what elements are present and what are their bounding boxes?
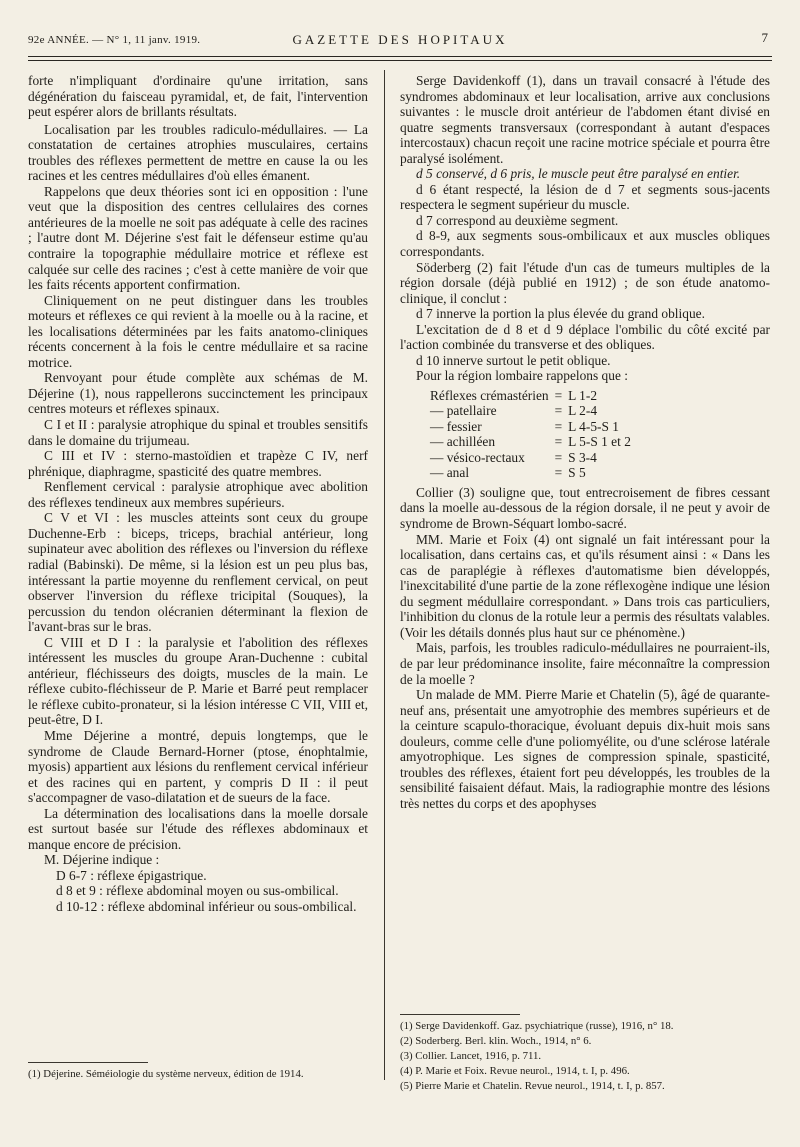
paragraph: Renflement cervical : paralysie atrophique avec abolition des réflexes tendineux aux membres supérieurs. xyxy=(28,479,368,510)
header-rule-bottom xyxy=(28,60,772,61)
paragraph: Collier (3) souligne que, tout entrecroisement de fibres cessant dans la moelle au-dessous de la région dorsale, il ne peut y avoir de syndrome de Brown-Séquart lombo-sacré. xyxy=(400,484,770,532)
table-row xyxy=(430,419,637,435)
list-item: d 10-12 : réflexe abdominal inférieur ou sous-ombilical. xyxy=(56,898,357,914)
page-number: 7 xyxy=(761,30,768,45)
equals-sign: = xyxy=(554,449,563,465)
reflex-name: Réflexes crémastérien xyxy=(430,387,549,403)
paragraph: C I et II : paralysie atrophique du spinal et troubles sensitifs dans le domaine du trijumeau. xyxy=(28,417,368,448)
column-separator xyxy=(384,70,385,1080)
paragraph: Söderberg (2) fait l'étude d'un cas de tumeurs multiples de la région dorsale (déjà publié en 1912) ; de son étude anatomo-clinique, il conclut : xyxy=(400,259,770,306)
paragraph: L'excitation de d 8 et d 9 déplace l'ombilic du côté excité par l'action combinée du transverse et des obliques. xyxy=(400,321,770,353)
lumbar-reflex-table xyxy=(430,388,637,481)
reflex-name: — achilléen xyxy=(430,434,496,450)
reflex-name: — fessier xyxy=(430,418,482,434)
paragraph: M. Déjerine indique : xyxy=(44,852,160,868)
running-header xyxy=(28,30,772,52)
header-rule-top xyxy=(28,56,772,57)
list-item: D 6-7 : réflexe épigastrique. xyxy=(56,867,207,883)
reflex-level: L 5-S 1 et 2 xyxy=(568,434,631,450)
table-row xyxy=(430,403,637,419)
reflex-level: S 3-4 xyxy=(568,449,597,465)
paragraph: d 7 innerve la portion la plus élevée du grand oblique. xyxy=(416,306,705,322)
issue-line: 92e ANNÉE. — N° 1, 11 janv. 1919. xyxy=(28,34,201,46)
paragraph: Un malade de MM. Pierre Marie et Chatelin (5), âgé de quarante-neuf ans, présentait une amyotrophie des membres supérieurs et de la ceinture scapulo-thoracique, évoluant depuis dix-huit mois sans douleurs, comme celle d'une poliomyélite, ou d'une sclérose latérale amyotrophique. Les signes de compression spinale, spasticité, troubles des réflexes, étaient fort peu développés, les troubles de la sensibilité faisaient défaut. Mais, la radiographie montre des lésions très nettes du corps et des apophyses xyxy=(400,687,770,811)
reflex-name: — vésico-rectaux xyxy=(430,449,525,465)
reflex-level: L 4-5-S 1 xyxy=(568,418,619,434)
table-row xyxy=(430,450,637,466)
footnote: (3) Collier. Lancet, 1916, p. 711. xyxy=(400,1050,542,1062)
footnotes-right xyxy=(400,1019,770,1094)
left-column xyxy=(28,73,368,915)
paragraph: C V et VI : les muscles atteints sont ceux du groupe Duchenne-Erb : biceps, triceps, brachial antérieur, long supinateur avec abolition des réflexes ou l'inversion du réflexe radial (Babinski). De même, si la lésion est un peu plus bas, intéressant la partie moyenne du renflement cervical, on peut observer l'inversion du réflexe tricipital (Souques), la percussion du tendon olécranien déterminant la flexion de l'avant-bras sur le bras. xyxy=(28,510,368,635)
table-row xyxy=(430,465,637,481)
footnote: (1) Serge Davidenkoff. Gaz. psychiatrique (russe), 1916, n° 18. xyxy=(400,1020,674,1032)
paragraph: Serge Davidenkoff (1), dans un travail consacré à l'étude des syndromes abdominaux et leur localisation, arrive aux conclusions suivantes : le muscle droit antérieur de l'abdomen étant divisé en quatre segments transversaux (correspondant à autant d'espaces intercostaux) chacun reçoit une racine motrice spéciale et pourra être paralysé isolément. xyxy=(400,73,770,166)
footnotes-left xyxy=(28,1067,368,1082)
journal-title: GAZETTE DES HOPITAUX xyxy=(292,32,508,47)
paragraph: d 5 conservé, d 6 pris, le muscle peut être paralysé en entier. xyxy=(416,166,741,182)
equals-sign: = xyxy=(554,418,563,434)
reflex-level: L 1-2 xyxy=(568,387,598,403)
paragraph: Cliniquement on ne peut distinguer dans les troubles moteurs et réflexes ce qui revient à la moelle ou à la racine, et les localisations déterminées par les faits anatomo-cliniques récents concernent à la fois le centre médullaire et sa racine motrice. xyxy=(28,292,368,370)
reflex-name: — patellaire xyxy=(430,403,497,419)
paragraph: forte n'impliquant d'ordinaire qu'une irritation, sans dégénération du faisceau pyramidal, et, de fait, l'intervention peut espérer alors de brillants résultats. xyxy=(28,73,368,120)
paragraph: Pour la région lombaire rappelons que : xyxy=(416,368,628,384)
dejerine-reflex-list xyxy=(56,868,368,915)
paragraph: Mme Déjerine a montré, depuis longtemps, que le syndrome de Claude Bernard-Horner (ptose, énophtalmie, myosis) appartient aux lésions du renflement cervical inférieur et des racines qui en partent, y compris D II : il peut s'accompagner de vaso-dilatation et de sueurs de la face. xyxy=(28,727,368,806)
list-item: d 8 et 9 : réflexe abdominal moyen ou sus-ombilical. xyxy=(56,883,339,899)
footnote: (4) P. Marie et Foix. Revue neurol., 1914, t. I, p. 496. xyxy=(400,1065,630,1077)
paragraph: La détermination des localisations dans la moelle dorsale est surtout basée sur l'étude des réflexes abdominaux et manque encore de précision. xyxy=(28,805,368,852)
right-column xyxy=(400,73,770,811)
reflex-level: S 5 xyxy=(568,465,586,481)
paragraph: MM. Marie et Foix (4) ont signalé un fait intéressant pour la localisation, dans certains cas, et qu'ils résument ainsi : « Dans les cas de paraplégie à réflexes d'automatisme bien développés, l'inexcitabilité d'une partie de la zone réflexogène indique une lésion du segment médullaire correspondant. » Dans trois cas particuliers, l'inhibition du clonus de la rotule leur a permis des résultats valables. (Voir les détails donnés plus haut sur ce phénomène.) xyxy=(400,531,770,640)
equals-sign: = xyxy=(554,465,563,481)
paragraph: Renvoyant pour étude complète aux schémas de M. Déjerine (1), nous rappellerons succinctement les principaux centres moteurs et réflexes spinaux. xyxy=(28,370,368,417)
paragraph: d 7 correspond au deuxième segment. xyxy=(416,212,619,228)
paragraph: d 8-9, aux segments sous-ombilicaux et aux muscles obliques correspondants. xyxy=(400,228,770,260)
footnote: (2) Soderberg. Berl. klin. Woch., 1914, n° 6. xyxy=(400,1035,592,1047)
paragraph: C III et IV : sterno-mastoïdien et trapèze C IV, nerf phrénique, diaphragme, spasticité des quatre membres. xyxy=(28,448,368,479)
footnote: (1) Déjerine. Séméiologie du système nerveux, édition de 1914. xyxy=(28,1068,304,1080)
footnote: (5) Pierre Marie et Chatelin. Revue neurol., 1914, t. I, p. 857. xyxy=(400,1080,665,1092)
reflex-level: L 2-4 xyxy=(568,403,598,419)
paragraph: Rappelons que deux théories sont ici en opposition : l'une veut que la disposition des centres cellulaires des cornes antérieures de la moelle ne soit pas adéquate à celle des racines ; l'autre dont M. Déjerine s'est fait le défenseur estime qu'au contraire la topographie médullaire motrice et réflexe est calquée sur celle des racines ; c'est à cette manière de voir que les faits récents apportent confirmation. xyxy=(28,183,368,293)
footnote-rule-right xyxy=(400,1014,520,1015)
paragraph: Mais, parfois, les troubles radiculo-médullaires ne pourraient-ils, de par leur prédominance insolite, faire méconnaître la compression de la moelle ? xyxy=(400,640,770,687)
footnote-rule-left xyxy=(28,1062,148,1063)
section-paragraph: Localisation par les troubles radiculo-médullaires. — La constatation de certaines atrophies musculaires, certains troubles des réflexes permettent de mettre en cause la ou les racines et les centres médullaires d'où elles émanent. xyxy=(28,121,368,184)
table-row xyxy=(430,434,637,450)
table-row xyxy=(430,388,637,404)
paragraph: C VIII et D I : la paralysie et l'abolition des réflexes intéressent les muscles du groupe Aran-Duchenne : cubital antérieur, fléchisseurs des doigts, muscles de la main. Le réflexe cubito-fléchisseur de P. Marie et Barré peut remplacer le réflexe cubito-pronateur, si la lésion intéresse C VII, VIII et, peut-être, D I. xyxy=(28,634,368,728)
equals-sign: = xyxy=(554,387,563,403)
equals-sign: = xyxy=(554,403,563,419)
reflex-name: — anal xyxy=(430,465,470,481)
equals-sign: = xyxy=(554,434,563,450)
paragraph: d 6 étant respecté, la lésion de d 7 et segments sous-jacents respectera le segment supérieur du muscle. xyxy=(400,181,770,213)
paragraph: d 10 innerve surtout le petit oblique. xyxy=(416,352,611,368)
